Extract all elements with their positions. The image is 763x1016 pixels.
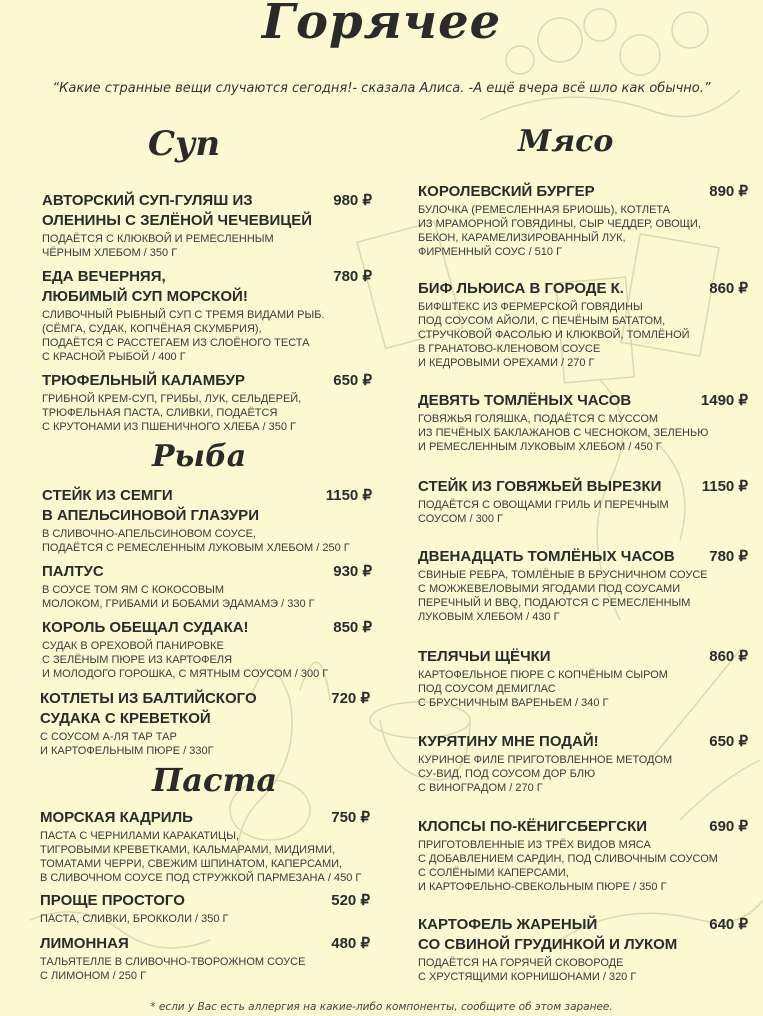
menu-item [418, 732, 748, 795]
item-description: СЛИВОЧНЫЙ РЫБНЫЙ СУП С ТРЕМЯ ВИДАМИ РЫБ. (СЁМГА, СУДАК, КОПЧЁНАЯ СКУМБРИЯ), ПОДАЁТСЯ С РАССТЕГАЕМ ИЗ СЛОЁНОГО ТЕСТА С КРАСНОЙ РЫБОЙ / 400 Г [42, 309, 325, 363]
item-name: ЕДА ВЕЧЕРНЯЯ, ЛЮБИМЫЙ СУП МОРСКОЙ! [42, 268, 248, 305]
item-description: ПАСТА, СЛИВКИ, БРОККОЛИ / 350 Г [40, 913, 229, 925]
item-price: 980 ₽ [333, 192, 372, 209]
menu-item [42, 486, 372, 555]
item-description: ГОВЯЖЬЯ ГОЛЯШКА, ПОДАЁТСЯ С МУССОМ ИЗ ПЕЧЁНЫХ БАКЛАЖАНОВ С ЧЕСНОКОМ, ЗЕЛЕНЬЮ И РЕМЕСЛЕННЫМ ЛУКОВЫМ ХЛЕБОМ / 450 Г [418, 413, 709, 453]
item-name: КОТЛЕТЫ ИЗ БАЛТИЙСКОГО СУДАКА С КРЕВЕТКОЙ [40, 690, 257, 727]
item-description: ПОДАЁТСЯ НА ГОРЯЧЕЙ СКОВОРОДЕ С ХРУСТЯЩИМИ КОРНИШОНАМИ / 320 Г [418, 957, 637, 983]
section-title-soup: Суп [148, 124, 221, 164]
menu-item [42, 618, 372, 681]
menu-item [418, 817, 748, 894]
item-name: КЛОПСЫ ПО-КЁНИГСБЕРГСКИ [418, 818, 648, 835]
allergy-footnote: * если у Вас есть аллергия на какие-либо компоненты, сообщите об этом заранее. [150, 1001, 613, 1013]
menu-item [40, 808, 370, 885]
item-name: КАРТОФЕЛЬ ЖАРЕНЫЙ СО СВИНОЙ ГРУДИНКОЙ И ЛУКОМ [418, 916, 678, 953]
item-name: ДВЕНАДЦАТЬ ТОМЛЁНЫХ ЧАСОВ [418, 548, 675, 565]
item-name: ЛИМОННАЯ [40, 935, 129, 952]
item-name: КОРОЛЬ ОБЕЩАЛ СУДАКА! [42, 619, 249, 636]
item-price: 690 ₽ [709, 818, 748, 835]
item-name: АВТОРСКИЙ СУП-ГУЛЯШ ИЗ ОЛЕНИНЫ С ЗЕЛЁНОЙ ЧЕЧЕВИЦЕЙ [42, 192, 312, 229]
item-name: СТЕЙК ИЗ ГОВЯЖЬЕЙ ВЫРЕЗКИ [418, 478, 662, 495]
menu-item [40, 689, 370, 758]
item-name: ТРЮФЕЛЬНЫЙ КАЛАМБУР [42, 372, 245, 389]
item-description: БИФШТЕКС ИЗ ФЕРМЕРСКОЙ ГОВЯДИНЫ ПОД СОУСОМ АЙОЛИ, С ПЕЧЁНЫМ БАТАТОМ, СТРУЧКОВОЙ ФАСОЛЬЮ И КЛЮКВОЙ, ТОМЛЁНОЙ В ГРАНАТОВО-КЛЕНОВОМ СОУСЕ И КЕДРОВЫМИ ОРЕХАМИ / 270 Г [418, 301, 690, 369]
item-name: ПРОЩЕ ПРОСТОГО [40, 892, 185, 909]
item-price: 860 ₽ [709, 280, 748, 297]
menu-item [42, 191, 372, 260]
item-description: ТАЛЬЯТЕЛЛЕ В СЛИВОЧНО-ТВОРОЖНОМ СОУСЕ С ЛИМОНОМ / 250 Г [40, 956, 306, 982]
section-title-fish: Рыба [152, 439, 247, 474]
item-price: 1150 ₽ [701, 478, 748, 495]
section-title-meat: Мясо [518, 124, 614, 159]
item-name: КОРОЛЕВСКИЙ БУРГЕР [418, 183, 595, 200]
item-description: БУЛОЧКА (РЕМЕСЛЕННАЯ БРИОШЬ), КОТЛЕТА ИЗ МРАМОРНОЙ ГОВЯДИНЫ, СЫР ЧЕДДЕР, ОВОЩИ, БЕКОН, КАРАМЕЛИЗИРОВАННЫЙ ЛУК, ФИРМЕННЫЙ СОУС / 510 Г [418, 204, 701, 258]
page-title: Горячее [261, 0, 502, 50]
menu-item [418, 915, 748, 984]
item-name: КУРЯТИНУ МНЕ ПОДАЙ! [418, 733, 599, 750]
menu-item [40, 934, 370, 983]
item-description: В СЛИВОЧНО-АПЕЛЬСИНОВОМ СОУСЕ, ПОДАЁТСЯ С РЕМЕСЛЕННЫМ ЛУКОВЫМ ХЛЕБОМ / 250 Г [42, 528, 350, 554]
item-description: КУРИНОЕ ФИЛЕ ПРИГОТОВЛЕННОЕ МЕТОДОМ СУ-ВИД, ПОД СОУСОМ ДОР БЛЮ С ВИНОГРАДОМ / 270 Г [418, 754, 673, 794]
item-description: ГРИБНОЙ КРЕМ-СУП, ГРИБЫ, ЛУК, СЕЛЬДЕРЕЙ, ТРЮФЕЛЬНАЯ ПАСТА, СЛИВКИ, ПОДАЁТСЯ С КРУТОНАМИ ИЗ ПШЕНИЧНОГО ХЛЕБА / 350 Г [42, 393, 302, 433]
section-title-pasta: Паста [152, 761, 278, 799]
item-price: 930 ₽ [333, 563, 372, 580]
menu-item [418, 547, 748, 624]
item-price: 520 ₽ [331, 892, 370, 909]
menu-item [42, 371, 372, 434]
item-price: 1150 ₽ [325, 487, 372, 504]
item-price: 1490 ₽ [700, 392, 748, 409]
menu-item [418, 477, 748, 526]
item-description: ПОДАЁТСЯ С КЛЮКВОЙ И РЕМЕСЛЕННЫМ ЧЁРНЫМ ХЛЕБОМ / 350 Г [42, 233, 274, 259]
alice-quote: “Какие странные вещи случаются сегодня!- сказала Алиса. -А ещё вчера всё шло как обычно.” [52, 81, 711, 96]
menu-item [42, 562, 372, 611]
item-description: СУДАК В ОРЕХОВОЙ ПАНИРОВКЕ С ЗЕЛЁНЫМ ПЮРЕ ИЗ КАРТОФЕЛЯ И МОЛОДОГО ГОРОШКА, С МЯТНЫМ СОУСОМ / 300 Г [42, 640, 329, 680]
item-price: 860 ₽ [709, 648, 748, 665]
item-name: СТЕЙК ИЗ СЕМГИ В АПЕЛЬСИНОВОЙ ГЛАЗУРИ [42, 487, 259, 524]
item-name: БИФ ЛЬЮИСА В ГОРОДЕ К. [418, 280, 624, 297]
item-name: ТЕЛЯЧЬИ ЩЁЧКИ [418, 648, 551, 665]
item-name: ДЕВЯТЬ ТОМЛЁНЫХ ЧАСОВ [418, 392, 632, 409]
item-description: ПОДАЁТСЯ С ОВОЩАМИ ГРИЛЬ И ПЕРЕЧНЫМ СОУСОМ / 300 Г [418, 499, 669, 525]
item-price: 780 ₽ [709, 548, 748, 565]
menu-item [418, 182, 748, 259]
item-description: ПРИГОТОВЛЕННЫЕ ИЗ ТРЁХ ВИДОВ МЯСА С ДОБАВЛЕНИЕМ САРДИН, ПОД СЛИВОЧНЫМ СОУСОМ С СОЛЁНЫМИ КАПЕРСАМИ, И КАРТОФЕЛЬНО-СВЕКОЛЬНЫМ ПЮРЕ / 350 Г [418, 839, 718, 893]
item-description: С СОУСОМ А-ЛЯ ТАР ТАР И КАРТОФЕЛЬНЫМ ПЮРЕ / 330Г [40, 731, 214, 757]
menu-item [418, 279, 748, 370]
item-name: ПАЛТУС [42, 563, 104, 580]
item-price: 720 ₽ [331, 690, 370, 707]
item-price: 780 ₽ [333, 268, 372, 285]
item-description: КАРТОФЕЛЬНОЕ ПЮРЕ С КОПЧЁНЫМ СЫРОМ ПОД СОУСОМ ДЕМИГЛАС С БРУСНИЧНЫМ ВАРЕНЬЕМ / 340 Г [418, 669, 668, 709]
item-price: 750 ₽ [331, 809, 370, 826]
menu-item [40, 891, 370, 926]
item-price: 480 ₽ [331, 935, 370, 952]
item-price: 640 ₽ [709, 916, 748, 933]
item-price: 650 ₽ [709, 733, 748, 750]
item-description: В СОУСЕ ТОМ ЯМ С КОКОСОВЫМ МОЛОКОМ, ГРИБАМИ И БОБАМИ ЭДАМАМЭ / 330 Г [42, 584, 315, 610]
item-description: ПАСТА С ЧЕРНИЛАМИ КАРАКАТИЦЫ, ТИГРОВЫМИ КРЕВЕТКАМИ, КАЛЬМАРАМИ, МИДИЯМИ, ТОМАТАМИ ЧЕРРИ, СВЕЖИМ ШПИНАТОМ, КАПЕРСАМИ, В СЛИВОЧНОМ СОУСЕ ПОД СТРУЖКОЙ ПАРМЕЗАНА / 450 Г [40, 830, 362, 884]
menu-item [42, 267, 372, 364]
item-name: МОРСКАЯ КАДРИЛЬ [40, 809, 193, 826]
item-price: 890 ₽ [709, 183, 748, 200]
item-price: 650 ₽ [333, 372, 372, 389]
menu-item [418, 391, 748, 454]
item-description: СВИНЫЕ РЕБРА, ТОМЛЁНЫЕ В БРУСНИЧНОМ СОУСЕ С МОЖЖЕВЕЛОВЫМИ ЯГОДАМИ ПОД СОУСАМИ ПЕРЕЧНЫЙ И BBQ, ПОДАЮТСЯ С РЕМЕСЛЕННЫМ ЛУКОВЫМ ХЛЕБОМ / 430 Г [418, 569, 708, 623]
item-price: 850 ₽ [333, 619, 372, 636]
menu-item [418, 647, 748, 710]
